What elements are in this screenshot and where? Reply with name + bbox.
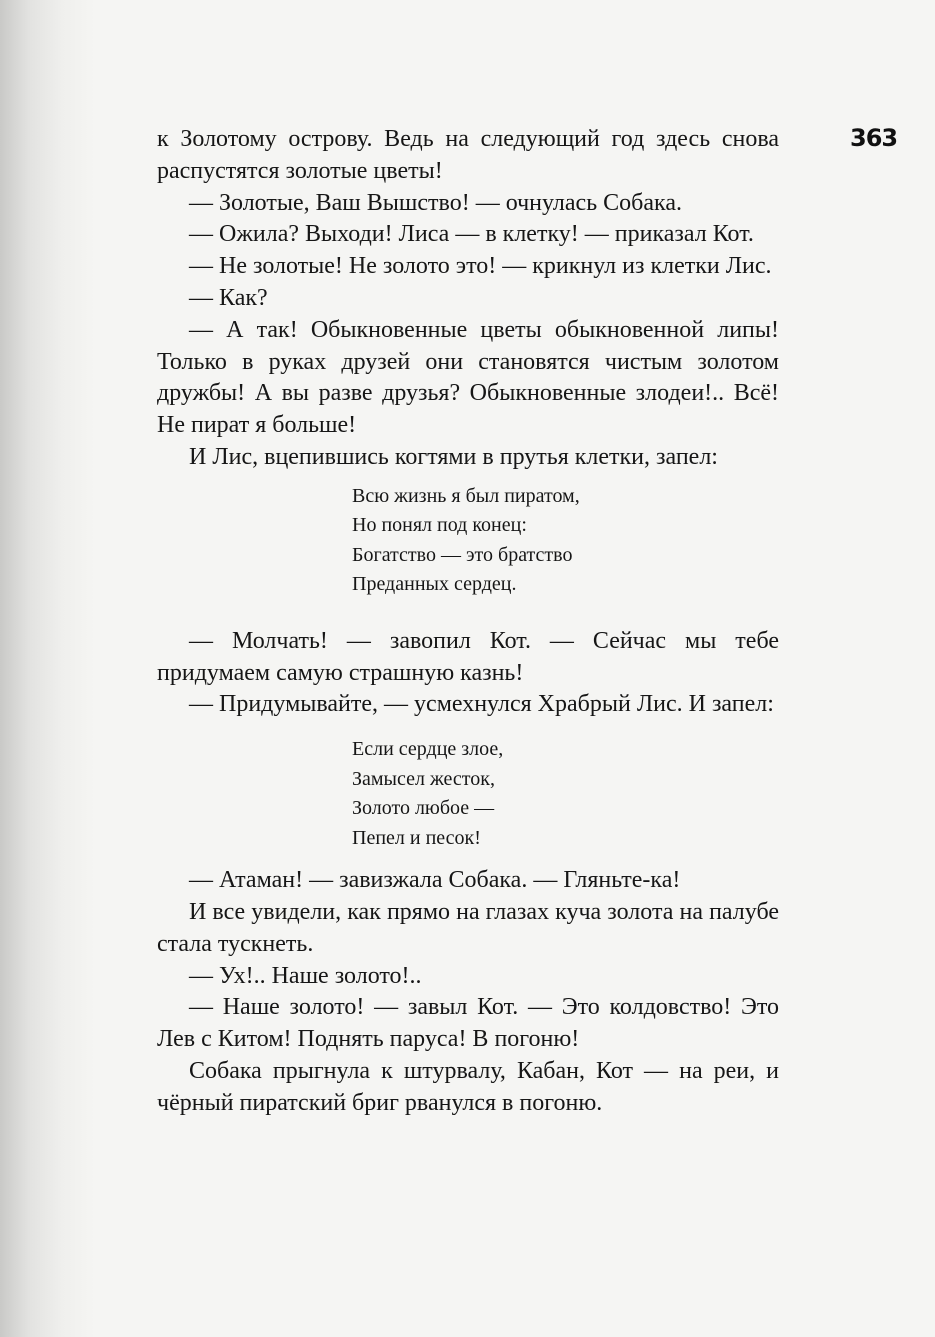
verse-line: Всю жизнь я был пиратом, bbox=[352, 484, 580, 507]
verse-line: Если сердце злое, bbox=[352, 738, 504, 761]
paragraph: — А так! Обыкновенные цветы обыкновенной липы! Только в руках друзей они становятся чистым золотом дружбы! А вы разве друзья? Обыкновенные злодеи!.. Всё! Не пират я больше! bbox=[157, 316, 779, 439]
paragraph: — Ух!.. Наше золото!.. bbox=[189, 962, 422, 989]
verse-line: Преданных сердец. bbox=[352, 573, 517, 596]
paragraph: Собака прыгнула к штурвалу, Кабан, Кот — на реи, и чёрный пиратский бриг рванулся в погоню. bbox=[157, 1057, 779, 1116]
verse-line: Пепел и песок! bbox=[352, 826, 481, 849]
paragraph: — Ожила? Выходи! Лиса — в клетку! — приказал Кот. bbox=[189, 221, 754, 248]
paragraph: И все увидели, как прямо на глазах куча золота на палубе стала тускнеть. bbox=[157, 898, 779, 957]
paragraph: — Как? bbox=[189, 284, 268, 311]
paragraph: — Наше золото! — завыл Кот. — Это колдовство! Это Лев с Китом! Поднять паруса! В погоню! bbox=[157, 994, 779, 1053]
binding-shadow bbox=[0, 0, 95, 1337]
paragraph: — Золотые, Ваш Вышство! — очнулась Собака. bbox=[189, 189, 682, 216]
paragraph: — Придумывайте, — усмехнулся Храбрый Лис. И запел: bbox=[189, 691, 774, 718]
song-verse-2 bbox=[352, 735, 779, 853]
paragraph: — Атаман! — завизжала Собака. — Гляньте-ка! bbox=[189, 867, 681, 894]
verse-line: Золото любое — bbox=[352, 797, 495, 820]
paragraph: — Не золотые! Не золото это! — крикнул из клетки Лис. bbox=[189, 253, 772, 280]
verse-line: Но понял под конец: bbox=[352, 514, 527, 537]
verse-line: Богатство — это братство bbox=[352, 543, 573, 566]
main-text bbox=[157, 124, 779, 1120]
paragraph: И Лис, вцепившись когтями в прутья клетки, запел: bbox=[189, 443, 718, 470]
song-verse-1 bbox=[352, 482, 779, 600]
paragraph: — Молчать! — завопил Кот. — Сейчас мы тебе придумаем самую страшную казнь! bbox=[157, 627, 779, 686]
paragraph: к Золотому острову. Ведь на следующий год здесь снова распустятся золотые цветы! bbox=[157, 126, 779, 184]
verse-line: Замысел жесток, bbox=[352, 767, 495, 790]
page-number: 363 bbox=[850, 124, 898, 152]
